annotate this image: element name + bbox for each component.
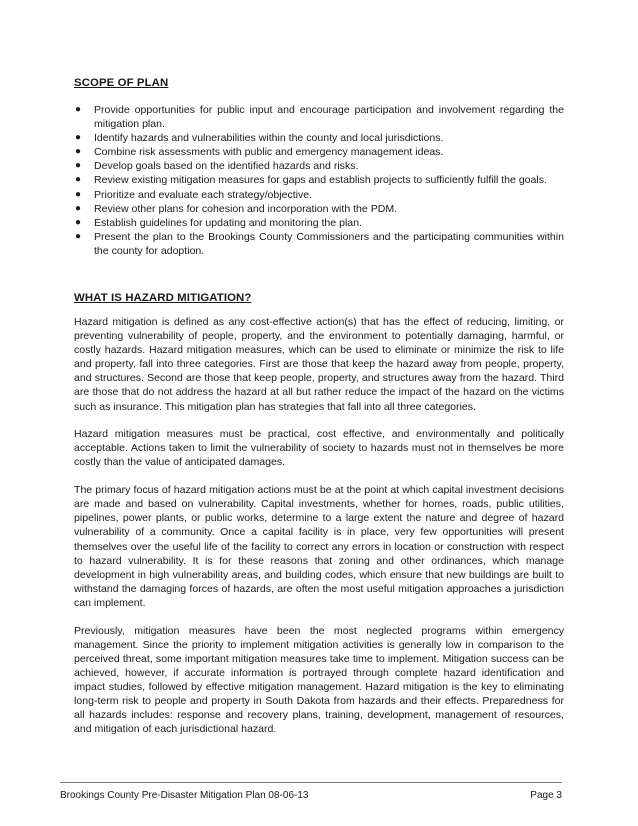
bullet-icon: ● [75, 104, 82, 115]
footer-document-title: Brookings County Pre-Disaster Mitigation Plan 08-06-13 [60, 790, 309, 801]
bullet-text: Combine risk assessments with public and emergency management ideas. [94, 146, 444, 159]
bullet-text: Review other plans for cohesion and incorporation with the PDM. [94, 202, 398, 215]
paragraph: Hazard mitigation is defined as any cost-effective action(s) that has the effect of reducing, limiting, or preventing vulnerability of people, property, and the environment to potentially damaging, harmful, or costly hazards. Hazard mitigation measures, which can be used to eliminate or minimize the risk to life and property, fall into three categories. First are those that keep the hazard away from people, property, and structures. Second are those that keep people, property, and structures away from the hazard. Third are those that do not address the hazard at all but rather reduce the impact of the hazard on the victims such as insurance. This mitigation plan has strategies that fall into all three categories. [74, 316, 564, 413]
bullet-icon: ● [75, 202, 82, 214]
bullet-icon: ● [75, 188, 82, 200]
list-item [74, 131, 564, 145]
list-item [74, 216, 564, 230]
bullet-text: Identify hazards and vulnerabilities within the county and local jurisdictions. [94, 132, 444, 145]
paragraph: Hazard mitigation measures must be practical, cost effective, and environmentally and politically acceptable. Actions taken to limit the vulnerability of society to hazards must not in themselves be more costly than the value of anticipated damages. [74, 428, 564, 469]
list-item [74, 230, 564, 258]
list-item [74, 173, 564, 187]
bullet-text: Provide opportunities for public input and encourage participation and involvement regarding the mitigation plan. [94, 104, 564, 131]
list-item [74, 103, 564, 131]
list-item [74, 188, 564, 202]
hazard-mitigation-body [74, 315, 564, 750]
page-footer [60, 782, 562, 801]
bullet-icon: ● [75, 160, 82, 172]
paragraph: The primary focus of hazard mitigation actions must be at the point at which capital investment decisions are made and based on vulnerability. Capital investments, whether for homes, roads, public utilities, pipelines, power plants, or public works, determine to a large extent the nature and degree of hazard vulnerability of a community. Once a capital facility is in place, very few opportunities will present themselves over the useful life of the facility to correct any errors in location or construction with respect to hazard vulnerability. It is for these reasons that zoning and other ordinances, which manage development in high vulnerability areas, and building codes, which ensure that new buildings are built to withstand the damaging forces of hazards, are often the most useful mitigation approaches a jurisdiction can implement. [74, 484, 564, 609]
bullet-text: Establish guidelines for updating and monitoring the plan. [94, 216, 362, 229]
list-item [74, 145, 564, 159]
bullet-icon: ● [75, 230, 82, 242]
scope-bullet-list [74, 103, 564, 258]
bullet-icon: ● [75, 216, 82, 228]
bullet-text: Develop goals based on the identified hazards and risks. [94, 160, 359, 173]
list-item [74, 159, 564, 173]
bullet-text: Prioritize and evaluate each strategy/objective. [94, 188, 313, 201]
bullet-text: Review existing mitigation measures for gaps and establish projects to sufficiently fulfill the goals. [94, 174, 547, 187]
bullet-icon: ● [75, 146, 82, 158]
footer-page-number: Page 3 [530, 790, 562, 801]
paragraph: Previously, mitigation measures have been the most neglected programs within emergency management. Since the priority to implement mitigation activities is generally low in comparison to the perceived threat, some important mitigation measures take time to implement. Mitigation success can be achieved, however, if accurate information is portrayed through complete hazard identification and impact studies, followed by effective mitigation management. Hazard mitigation is the key to eliminating long-term risk to people and property in South Dakota from hazards and their effects. Preparedness for all hazards includes: response and recovery plans, training, development, management of resources, and mitigation of each jurisdictional hazard. [74, 624, 564, 736]
bullet-icon: ● [75, 174, 82, 186]
bullet-icon: ● [75, 132, 82, 144]
bullet-text: Present the plan to the Brookings County Commissioners and the participating communities within the county for adoption. [94, 230, 564, 257]
list-item [74, 202, 564, 216]
scope-heading: SCOPE OF PLAN [74, 77, 169, 89]
hazard-mitigation-heading: WHAT IS HAZARD MITIGATION? [74, 292, 252, 304]
